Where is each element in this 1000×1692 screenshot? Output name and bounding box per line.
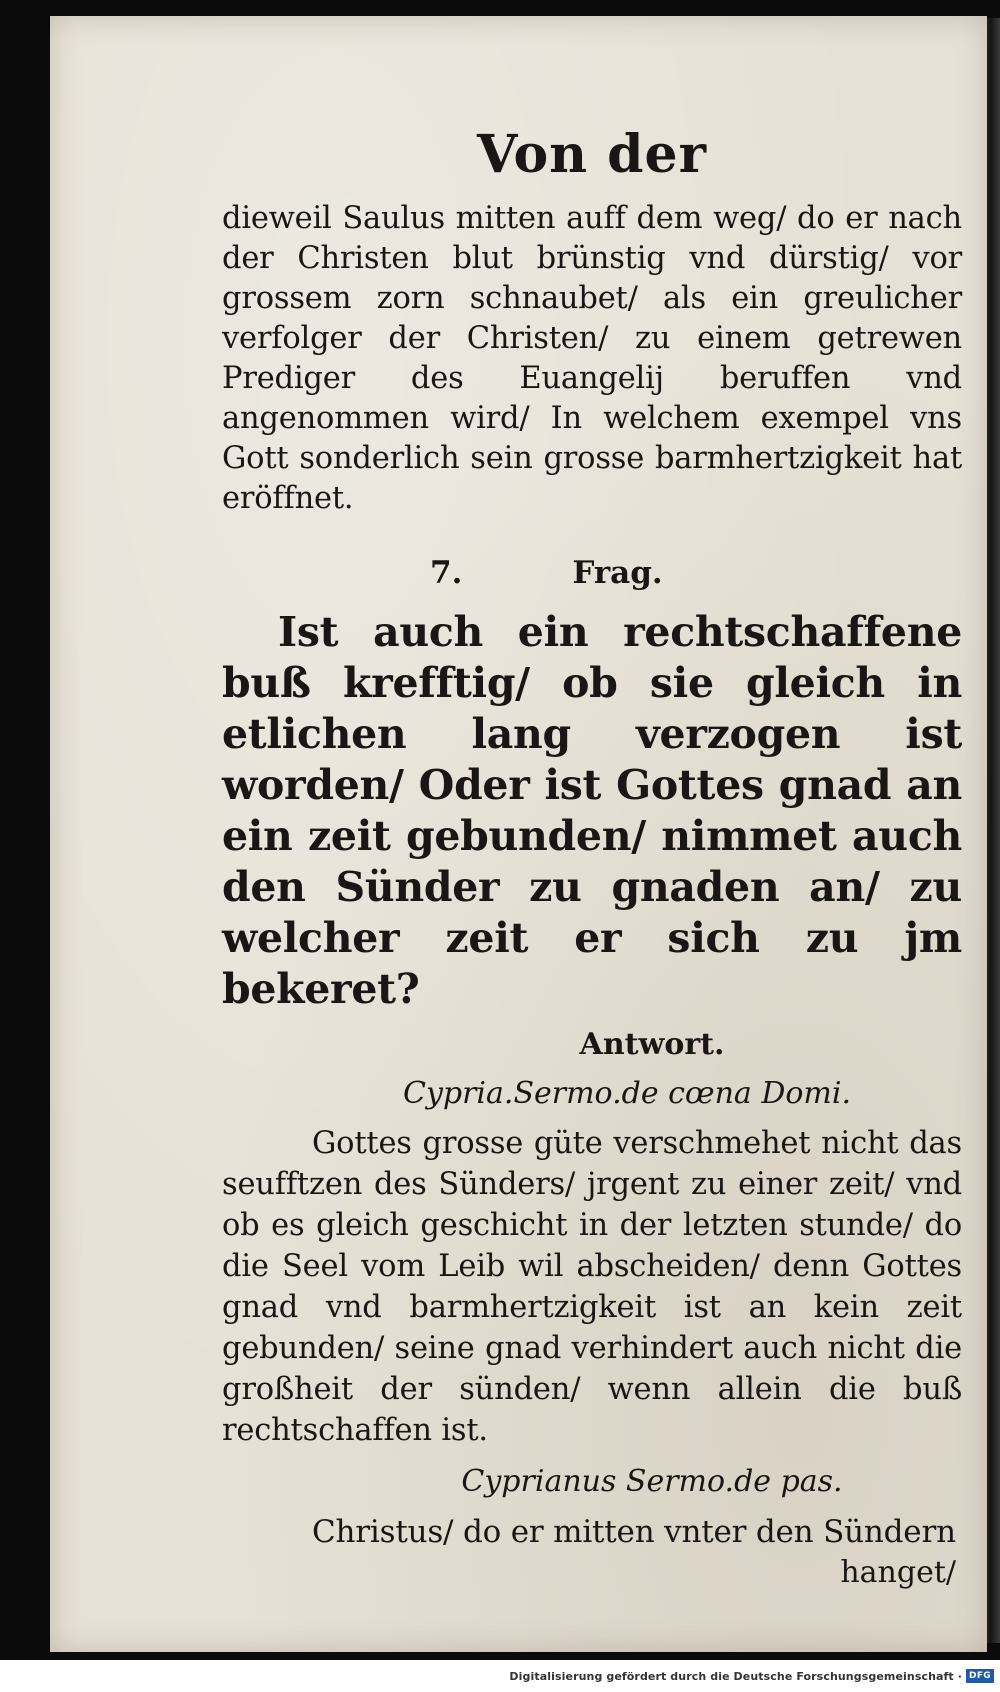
funding-footer — [0, 1660, 1000, 1692]
citation-cyprian-coena: Cypria.Sermo.de cœna Domi. — [402, 1076, 852, 1112]
running-head: Von der — [476, 124, 707, 185]
question-heading — [222, 553, 962, 593]
dfg-logo-icon: DFG — [966, 1669, 994, 1683]
paragraph-1: dieweil Saulus mitten auff dem weg/ do er nach der Christen blut brünstig vnd dürstig/ vor grossem zorn schnaubet/ als ein greulicher verfolger der Christen/ zu einem getrewen Prediger des Euangelij beruffen vnd angenommen wird/ In welchem exempel vns Gott sonderlich sein grosse barmhertzigkeit hat eröffnet. — [222, 201, 962, 517]
funding-note: Digitalisierung gefördert durch die Deutsche Forschungsgemeinschaft · — [509, 1669, 962, 1683]
paragraph-3: Christus/ do er mitten vnter den Sündern — [312, 1514, 956, 1551]
question-label: Frag. — [572, 555, 663, 592]
book-page — [50, 16, 987, 1652]
answer-label: Antwort. — [579, 1027, 725, 1063]
citation-cyprian-passione: Cyprianus Sermo.de pas. — [461, 1464, 843, 1500]
catchword: hanget/ — [840, 1555, 956, 1591]
question-number: 7. — [430, 555, 463, 592]
paragraph-2: Gottes grosse güte verschmehet nicht das seufftzen des Sünders/ jrgent zu einer zeit/ vnd ob es gleich geschicht in der letzten stunde/ do die Seel vom Leib wil abscheiden/ denn Gottes gnad vnd barmhertzigkeit ist an kein zeit gebunden/ seine gnad verhindert auch nicht die großheit der sünden/ wenn allein die buß rechtschaffen ist. — [222, 1126, 962, 1449]
text-block — [222, 126, 962, 1591]
question-text: Ist auch ein rechtschaffene buß krefftig/ ob sie gleich in etlichen lang verzogen ist worden/ Oder ist Gottes gnad an ein zeit gebunden/ nimmet auch den Sünder zu gnaden an/ zu welcher zeit er sich zu jm bekeret? — [222, 608, 962, 1014]
